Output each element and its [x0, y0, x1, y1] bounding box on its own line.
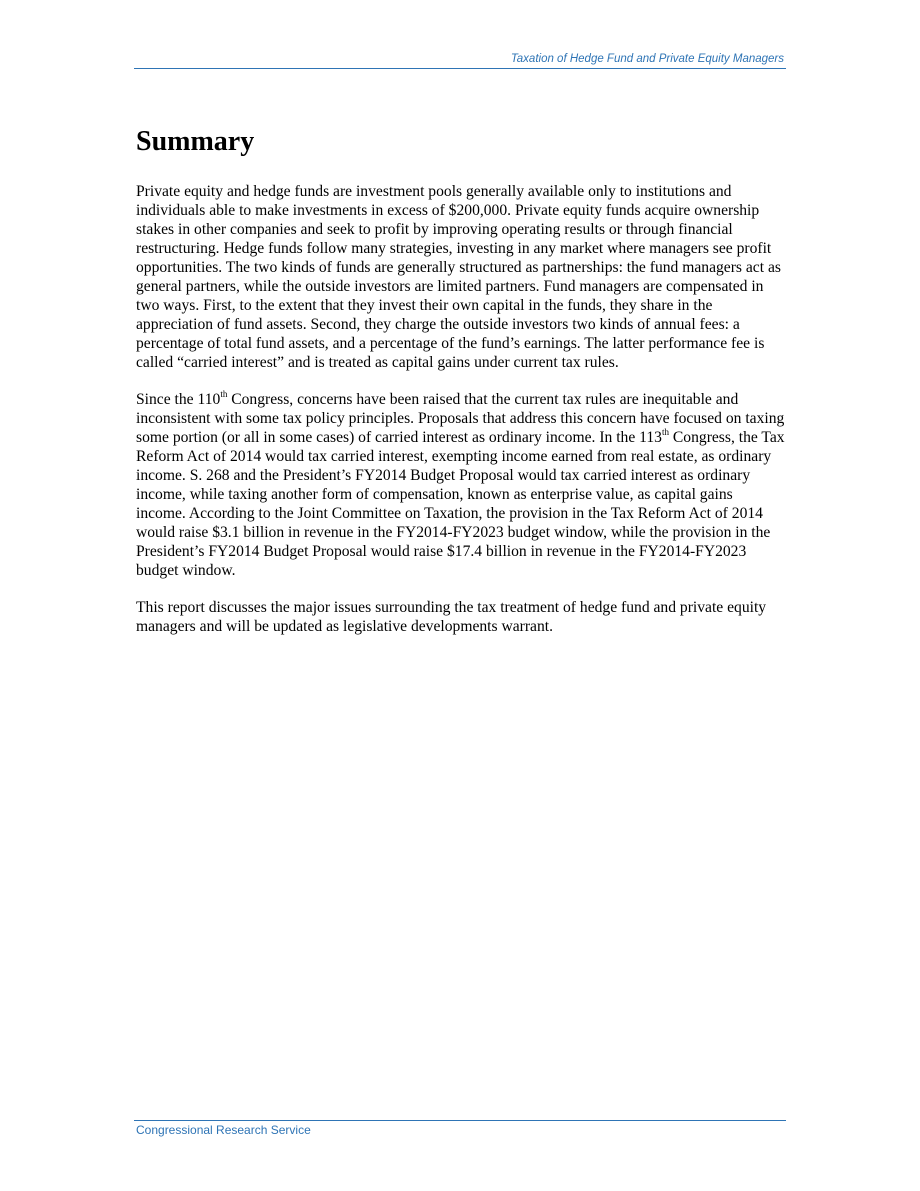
running-footer: [134, 1120, 786, 1137]
page-content: [136, 122, 786, 654]
summary-heading: Summary: [136, 126, 255, 157]
running-header: [134, 52, 786, 69]
running-header-title: Taxation of Hedge Fund and Private Equity Managers: [510, 53, 784, 65]
paragraph-2-text-2: Congress, concerns have been raised that the current tax rules are inequitable and inconsistent with some tax policy principles. Proposals that address this concern have focused on taxing some portion (or all in some cases) of carried interest as ordinary income. In the 113: [136, 391, 785, 446]
ordinal-superscript-2: th: [661, 426, 669, 437]
ordinal-superscript-1: th: [220, 388, 228, 399]
paragraph-2-text-1: Since the 110: [136, 391, 221, 408]
paragraph-2-text-3: Congress, the Tax Reform Act of 2014 would tax carried interest, exempting income earned from real estate, as ordinary income. S. 268 and the President’s FY2014 Budget Proposal would tax carried interest as ordinary income, while taxing another form of compensation, known as enterprise value, as capital gains income. According to the Joint Committee on Taxation, the provision in the Tax Reform Act of 2014 would raise $3.1 billion in revenue in the FY2014-FY2023 budget window, while the provision in the President’s FY2014 Budget Proposal would raise $17.4 billion in revenue in the FY2014-FY2023 budget window.: [136, 429, 785, 579]
footer-organization: Congressional Research Service: [136, 1123, 311, 1137]
summary-paragraph-1: Private equity and hedge funds are investment pools generally available only to institutions and individuals able to make investments in excess of $200,000. Private equity funds acquire ownership stakes in other companies and seek to profit by improving operating results or through financial restructuring. Hedge funds follow many strategies, investing in any market where managers see profit opportunities. The two kinds of funds are generally structured as partnerships: the fund managers act as general partners, while the outside investors are limited partners. Fund managers are compensated in two ways. First, to the extent that they invest their own capital in the funds, they share in the appreciation of fund assets. Second, they charge the outside investors two kinds of annual fees: a percentage of total fund assets, and a percentage of the fund’s earnings. The latter performance fee is called “carried interest” and is treated as capital gains under current tax rules.: [136, 183, 781, 371]
summary-paragraph-2: [136, 390, 786, 580]
summary-paragraph-3: This report discusses the major issues surrounding the tax treatment of hedge fund and private equity managers and will be updated as legislative developments warrant.: [136, 599, 767, 635]
